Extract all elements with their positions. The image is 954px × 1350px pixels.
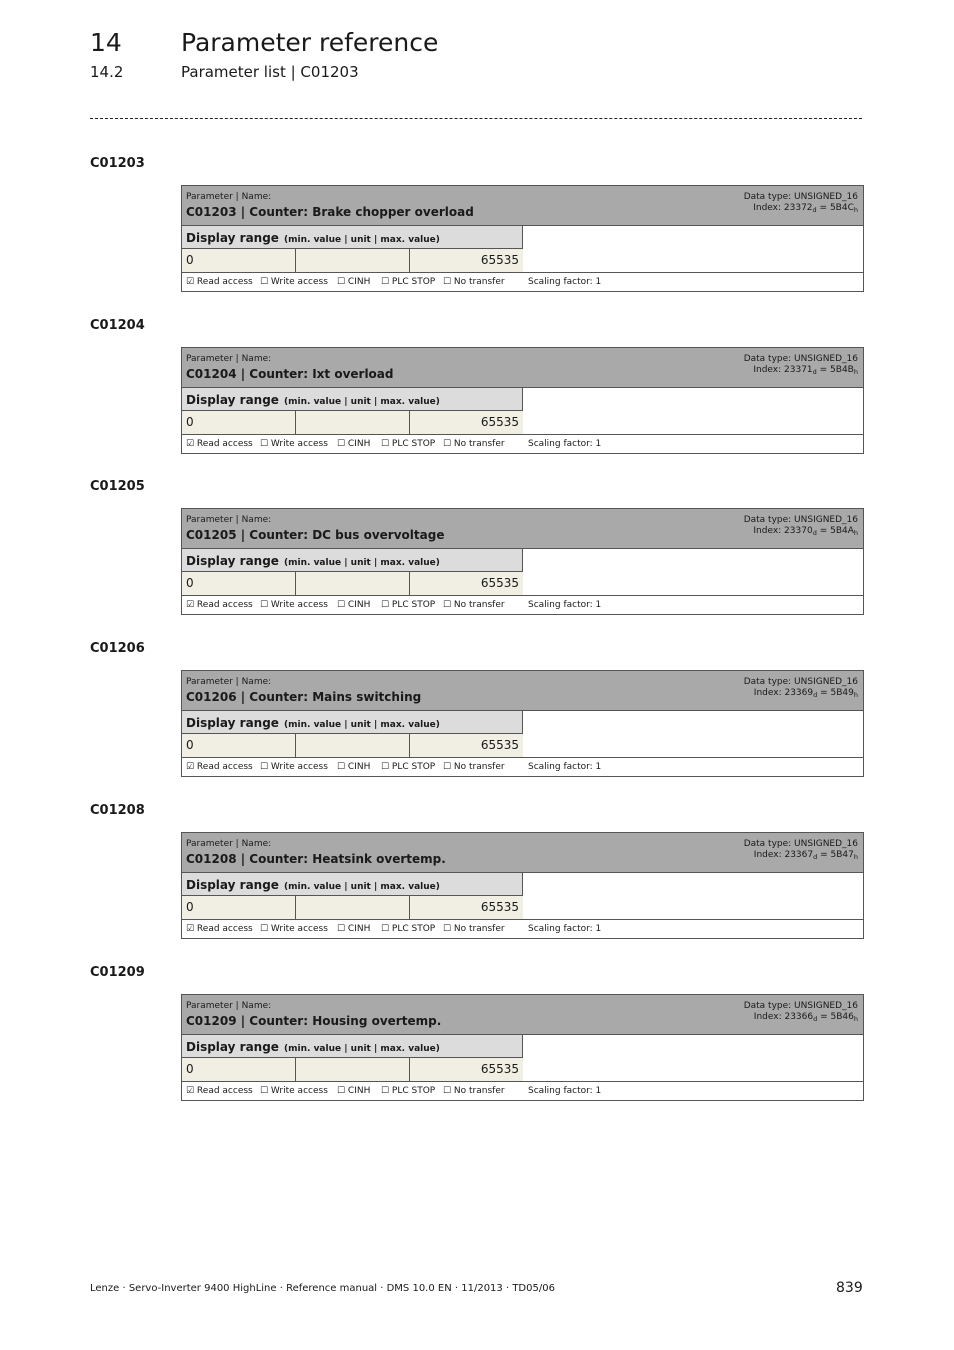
param-name-label: Parameter | Name: [186, 192, 272, 202]
param-name: C01208 | Counter: Heatsink overtemp. [186, 852, 446, 866]
no-transfer-flag: ☐ No transfer [443, 277, 505, 287]
param-table-header [182, 348, 863, 388]
plc-stop-flag: ☐ PLC STOP [381, 1086, 436, 1096]
plc-stop-flag: ☐ PLC STOP [381, 277, 436, 287]
read-access-flag: ☑ Read access [186, 277, 253, 287]
no-transfer-flag: ☐ No transfer [443, 600, 505, 610]
access-flags-row [182, 434, 863, 453]
scaling-factor: Scaling factor: 1 [528, 439, 602, 449]
no-transfer-flag: ☐ No transfer [443, 439, 505, 449]
display-range-header: Display range (min. value | unit | max. value) [182, 1035, 523, 1058]
data-type: Data type: UNSIGNED_16 [743, 192, 858, 202]
write-access-flag: ☐ Write access [260, 439, 328, 449]
min-value: 0 [182, 411, 296, 434]
cinh-flag: ☐ CINH [337, 439, 371, 449]
param-table-header [182, 833, 863, 873]
write-access-flag: ☐ Write access [260, 924, 328, 934]
unit-value [296, 896, 410, 919]
param-index: Index: $23370_d = 5B4A_h$ [753, 526, 858, 537]
empty-cell [523, 711, 863, 757]
min-value: 0 [182, 896, 296, 919]
value-row [182, 572, 523, 595]
plc-stop-flag: ☐ PLC STOP [381, 439, 436, 449]
scaling-factor: Scaling factor: 1 [528, 762, 602, 772]
param-name: C01203 | Counter: Brake chopper overload [186, 205, 474, 219]
access-flags-row [182, 1081, 863, 1100]
no-transfer-flag: ☐ No transfer [443, 762, 505, 772]
param-index: Index: $23367_d = 5B47_h$ [753, 850, 858, 861]
unit-value [296, 249, 410, 272]
plc-stop-flag: ☐ PLC STOP [381, 600, 436, 610]
empty-cell [523, 549, 863, 595]
param-heading: C01209 [90, 965, 145, 980]
param-table [181, 994, 864, 1101]
cinh-flag: ☐ CINH [337, 762, 371, 772]
display-range-header: Display range (min. value | unit | max. value) [182, 549, 523, 572]
param-table [181, 347, 864, 454]
param-table [181, 508, 864, 615]
header-divider [90, 118, 862, 119]
unit-value [296, 411, 410, 434]
scaling-factor: Scaling factor: 1 [528, 1086, 602, 1096]
empty-cell [523, 873, 863, 919]
cinh-flag: ☐ CINH [337, 924, 371, 934]
access-flags-row [182, 595, 863, 614]
param-heading: C01205 [90, 479, 145, 494]
max-value: 65535 [410, 249, 523, 272]
unit-value [296, 572, 410, 595]
data-type: Data type: UNSIGNED_16 [743, 677, 858, 687]
read-access-flag: ☑ Read access [186, 1086, 253, 1096]
value-row [182, 896, 523, 919]
display-range-header: Display range (min. value | unit | max. value) [182, 873, 523, 896]
read-access-flag: ☑ Read access [186, 924, 253, 934]
write-access-flag: ☐ Write access [260, 600, 328, 610]
data-type: Data type: UNSIGNED_16 [743, 354, 858, 364]
scaling-factor: Scaling factor: 1 [528, 600, 602, 610]
page-number: 839 [836, 1280, 863, 1296]
param-heading: C01208 [90, 803, 145, 818]
param-table [181, 185, 864, 292]
data-type: Data type: UNSIGNED_16 [743, 515, 858, 525]
plc-stop-flag: ☐ PLC STOP [381, 924, 436, 934]
min-value: 0 [182, 249, 296, 272]
access-flags-row [182, 757, 863, 776]
param-table [181, 832, 864, 939]
param-name-label: Parameter | Name: [186, 515, 272, 525]
section-title: Parameter list | C01203 [181, 63, 359, 81]
max-value: 65535 [410, 411, 523, 434]
param-heading: C01203 [90, 156, 145, 171]
section-number: 14.2 [90, 63, 124, 81]
display-range-header: Display range (min. value | unit | max. value) [182, 388, 523, 411]
plc-stop-flag: ☐ PLC STOP [381, 762, 436, 772]
max-value: 65535 [410, 1058, 523, 1081]
unit-value [296, 1058, 410, 1081]
param-name: C01205 | Counter: DC bus overvoltage [186, 528, 445, 542]
read-access-flag: ☑ Read access [186, 600, 253, 610]
scaling-factor: Scaling factor: 1 [528, 277, 602, 287]
param-index: Index: $23372_d = 5B4C_h$ [753, 203, 858, 214]
display-range-header: Display range (min. value | unit | max. value) [182, 226, 523, 249]
access-flags-row [182, 272, 863, 291]
write-access-flag: ☐ Write access [260, 762, 328, 772]
read-access-flag: ☑ Read access [186, 439, 253, 449]
param-name-label: Parameter | Name: [186, 839, 272, 849]
write-access-flag: ☐ Write access [260, 277, 328, 287]
cinh-flag: ☐ CINH [337, 277, 371, 287]
write-access-flag: ☐ Write access [260, 1086, 328, 1096]
param-name-label: Parameter | Name: [186, 354, 272, 364]
footer-text: Lenze · Servo-Inverter 9400 HighLine · Reference manual · DMS 10.0 EN · 11/2013 · TD05/06 [90, 1283, 555, 1294]
value-row [182, 1058, 523, 1081]
data-type: Data type: UNSIGNED_16 [743, 1001, 858, 1011]
empty-cell [523, 226, 863, 272]
param-heading: C01206 [90, 641, 145, 656]
value-row [182, 734, 523, 757]
param-name: C01209 | Counter: Housing overtemp. [186, 1014, 442, 1028]
param-table-header [182, 509, 863, 549]
unit-value [296, 734, 410, 757]
no-transfer-flag: ☐ No transfer [443, 1086, 505, 1096]
value-row [182, 249, 523, 272]
cinh-flag: ☐ CINH [337, 1086, 371, 1096]
param-index: Index: $23366_d = 5B46_h$ [753, 1012, 858, 1023]
param-index: Index: $23371_d = 5B4B_h$ [753, 365, 858, 376]
read-access-flag: ☑ Read access [186, 762, 253, 772]
access-flags-row [182, 919, 863, 938]
param-heading: C01204 [90, 318, 145, 333]
cinh-flag: ☐ CINH [337, 600, 371, 610]
param-table-header [182, 995, 863, 1035]
max-value: 65535 [410, 572, 523, 595]
min-value: 0 [182, 1058, 296, 1081]
min-value: 0 [182, 572, 296, 595]
param-table-header [182, 186, 863, 226]
no-transfer-flag: ☐ No transfer [443, 924, 505, 934]
param-name-label: Parameter | Name: [186, 677, 272, 687]
empty-cell [523, 388, 863, 434]
empty-cell [523, 1035, 863, 1081]
data-type: Data type: UNSIGNED_16 [743, 839, 858, 849]
param-table [181, 670, 864, 777]
max-value: 65535 [410, 734, 523, 757]
param-name-label: Parameter | Name: [186, 1001, 272, 1011]
param-name: C01204 | Counter: Ixt overload [186, 367, 394, 381]
max-value: 65535 [410, 896, 523, 919]
param-name: C01206 | Counter: Mains switching [186, 690, 422, 704]
param-table-header [182, 671, 863, 711]
param-index: Index: $23369_d = 5B49_h$ [753, 688, 858, 699]
value-row [182, 411, 523, 434]
display-range-header: Display range (min. value | unit | max. value) [182, 711, 523, 734]
chapter-number: 14 [90, 28, 122, 57]
chapter-title: Parameter reference [181, 28, 439, 57]
scaling-factor: Scaling factor: 1 [528, 924, 602, 934]
min-value: 0 [182, 734, 296, 757]
